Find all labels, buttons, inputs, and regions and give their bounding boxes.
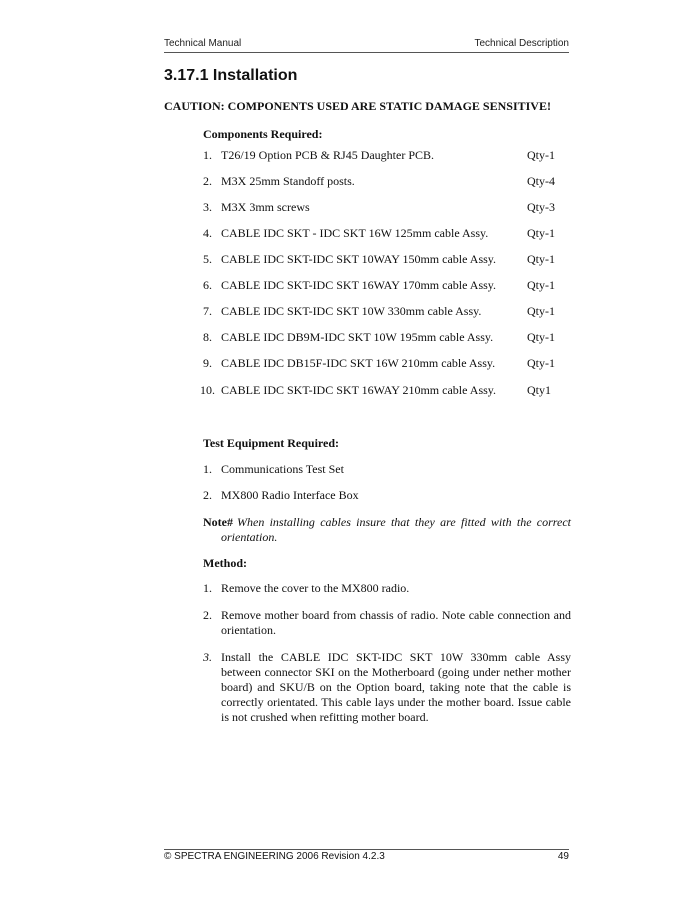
item-text: CABLE IDC SKT-IDC SKT 10WAY 150mm cable Assy. xyxy=(221,252,497,266)
item-number: 3. xyxy=(203,200,212,214)
item-number: 1. xyxy=(203,462,212,476)
method-heading: Method: xyxy=(203,556,247,570)
item-qty: Qty-1 xyxy=(527,148,555,162)
page-footer xyxy=(164,851,569,865)
page-header xyxy=(164,38,569,52)
item-text: CABLE IDC SKT - IDC SKT 16W 125mm cable Assy. xyxy=(221,226,489,240)
item-text: M3X 25mm Standoff posts. xyxy=(221,174,355,188)
step-number: 1. xyxy=(203,581,212,595)
page-number: 49 xyxy=(557,851,569,862)
item-qty: Qty-1 xyxy=(527,330,555,344)
item-qty: Qty-1 xyxy=(527,226,555,240)
item-number: 8. xyxy=(203,330,212,344)
component-item xyxy=(203,356,573,372)
component-item xyxy=(203,226,573,242)
step-text: Remove mother board from chassis of radio. Note cable connection and orientation. xyxy=(221,608,571,637)
item-qty: Qty-1 xyxy=(527,304,555,318)
item-number: 10. xyxy=(200,383,215,397)
component-item xyxy=(203,174,573,190)
component-item xyxy=(200,383,573,399)
header-divider xyxy=(164,52,569,53)
caution-text: CAUTION: COMPONENTS USED ARE STATIC DAMAGE SENSITIVE! xyxy=(164,99,551,113)
header-left: Technical Manual xyxy=(164,38,242,49)
step-text: Remove the cover to the MX800 radio. xyxy=(221,581,410,595)
component-item xyxy=(203,148,573,164)
item-text: CABLE IDC SKT-IDC SKT 10W 330mm cable Assy. xyxy=(221,304,482,318)
footer-divider xyxy=(164,849,569,850)
component-item xyxy=(203,200,573,216)
header-right: Technical Description xyxy=(474,38,569,49)
item-text: CABLE IDC SKT-IDC SKT 16WAY 210mm cable Assy. xyxy=(221,383,497,397)
step-text: Install the CABLE IDC SKT-IDC SKT 10W 330mm cable Assy between connector SKI on the Motherboard (going under nether mother board) and SKU/B on the Option board, taking note that the cable is correctly orientated. This cable lays under the mother board. Issue cable is not crushed when refitting mother board. xyxy=(221,650,571,724)
component-item xyxy=(203,252,573,268)
test-equipment-heading: Test Equipment Required: xyxy=(203,436,340,450)
item-qty: Qty-4 xyxy=(527,174,555,188)
item-number: 6. xyxy=(203,278,212,292)
item-text: CABLE IDC SKT-IDC SKT 16WAY 170mm cable Assy. xyxy=(221,278,497,292)
item-text: T26/19 Option PCB & RJ45 Daughter PCB. xyxy=(221,148,435,162)
item-text: MX800 Radio Interface Box xyxy=(221,488,359,502)
item-number: 2. xyxy=(203,488,212,502)
components-heading: Components Required: xyxy=(203,127,323,141)
item-text: CABLE IDC DB9M-IDC SKT 10W 195mm cable Assy. xyxy=(221,330,494,344)
step-number: 3. xyxy=(203,650,212,664)
component-item xyxy=(203,330,573,346)
item-text: CABLE IDC DB15F-IDC SKT 16W 210mm cable Assy. xyxy=(221,356,496,370)
item-number: 9. xyxy=(203,356,212,370)
item-text: Communications Test Set xyxy=(221,462,344,476)
note-text: When installing cables insure that they are fitted with the correct xyxy=(237,515,571,529)
section-title: 3.17.1 Installation xyxy=(164,67,298,84)
footer-copyright: © SPECTRA ENGINEERING 2006 Revision 4.2.3 xyxy=(164,851,385,862)
component-item xyxy=(203,304,573,320)
item-number: 2. xyxy=(203,174,212,188)
item-number: 7. xyxy=(203,304,212,318)
item-qty: Qty-3 xyxy=(527,200,555,214)
item-number: 4. xyxy=(203,226,212,240)
item-qty: Qty-1 xyxy=(527,252,555,266)
item-qty: Qty-1 xyxy=(527,356,555,370)
note-label: Note# xyxy=(203,515,233,529)
item-qty: Qty1 xyxy=(527,383,551,397)
step-number: 2. xyxy=(203,608,212,622)
item-text: M3X 3mm screws xyxy=(221,200,310,214)
item-number: 1. xyxy=(203,148,212,162)
component-item xyxy=(203,278,573,294)
item-number: 5. xyxy=(203,252,212,266)
note-text-continued: orientation. xyxy=(221,530,278,544)
item-qty: Qty-1 xyxy=(527,278,555,292)
